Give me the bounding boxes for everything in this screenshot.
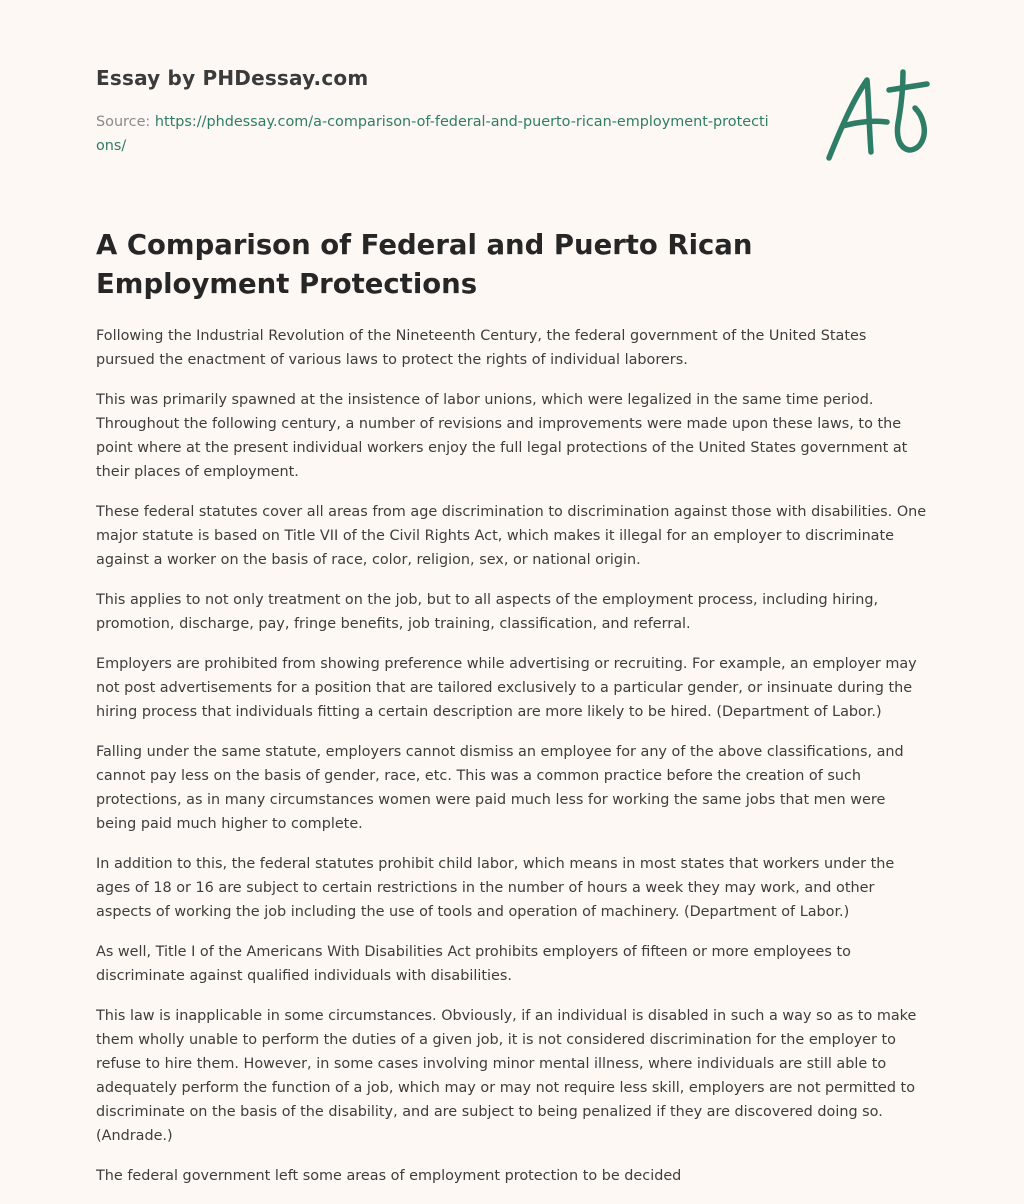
article-paragraph: In addition to this, the federal statutes prohibit child labor, which means in most states that workers under the ages of 18 or 16 are subject to certain restrictions in the number of hours a week they may work, and other aspects of working the job including the use of tools and operation of machinery. (Department of Labor.) — [96, 856, 895, 920]
brand-title: Essay by PHDessay.com — [96, 66, 369, 90]
article-paragraph: Employers are prohibited from showing preference while advertising or recruiting. For example, an employer may not post advertisements for a position that are tailored exclusively to a particular gender, or insinuate during the hiring process that individuals fitting a certain description are more likely to be hired. (Department of Labor.) — [96, 656, 917, 720]
article-title: A Comparison of Federal and Puerto Rican Employment Protections — [96, 229, 753, 300]
article-paragraph: As well, Title I of the Americans With Disabilities Act prohibits employers of fifteen or more employees to discriminate against qualified individuals with disabilities. — [96, 944, 851, 984]
a-plus-logo-icon — [823, 66, 933, 166]
article-paragraph: These federal statutes cover all areas from age discrimination to discrimination against those with disabilities. One major statute is based on Title VII of the Civil Rights Act, which makes it illegal for an employer to discriminate against a worker on the basis of race, color, religion, sex, or national origin. — [96, 504, 927, 568]
article-paragraph: This applies to not only treatment on the job, but to all aspects of the employment process, including hiring, promotion, discharge, pay, fringe benefits, job training, classification, and referral. — [96, 592, 879, 632]
article-body — [96, 324, 928, 1204]
source-link[interactable]: https://phdessay.com/a-comparison-of-federal-and-puerto-rican-employment-protections/ — [96, 114, 769, 154]
article-paragraph: This was primarily spawned at the insistence of labor unions, which were legalized in the same time period. Throughout the following century, a number of revisions and improvements were made upon these laws, to the point where at the present individual workers enjoy the full legal protections of the United States government at their places of employment. — [96, 392, 908, 480]
source-line — [96, 110, 776, 158]
source-label: Source: — [96, 114, 155, 130]
article-paragraph: Following the Industrial Revolution of the Nineteenth Century, the federal government of the United States pursued the enactment of various laws to protect the rights of individual laborers. — [96, 328, 867, 368]
article-paragraph: This law is inapplicable in some circumstances. Obviously, if an individual is disabled in such a way so as to make them wholly unable to perform the duties of a given job, it is not considered discrimination for the employer to refuse to hire them. However, in some cases involving minor mental illness, where individuals are still able to adequately perform the function of a job, which may or may not require less skill, employers are not permitted to discriminate on the basis of the disability, and are subject to being penalized if they are discovered doing so. (Andrade.) — [96, 1008, 917, 1144]
article-paragraph: Falling under the same statute, employers cannot dismiss an employee for any of the above classifications, and cannot pay less on the basis of gender, race, etc. This was a common practice before the creation of such protections, as in many circumstances women were paid much less for working the same jobs that men were being paid much higher to complete. — [96, 744, 904, 832]
article-paragraph: The federal government left some areas of employment protection to be decided — [96, 1168, 682, 1184]
